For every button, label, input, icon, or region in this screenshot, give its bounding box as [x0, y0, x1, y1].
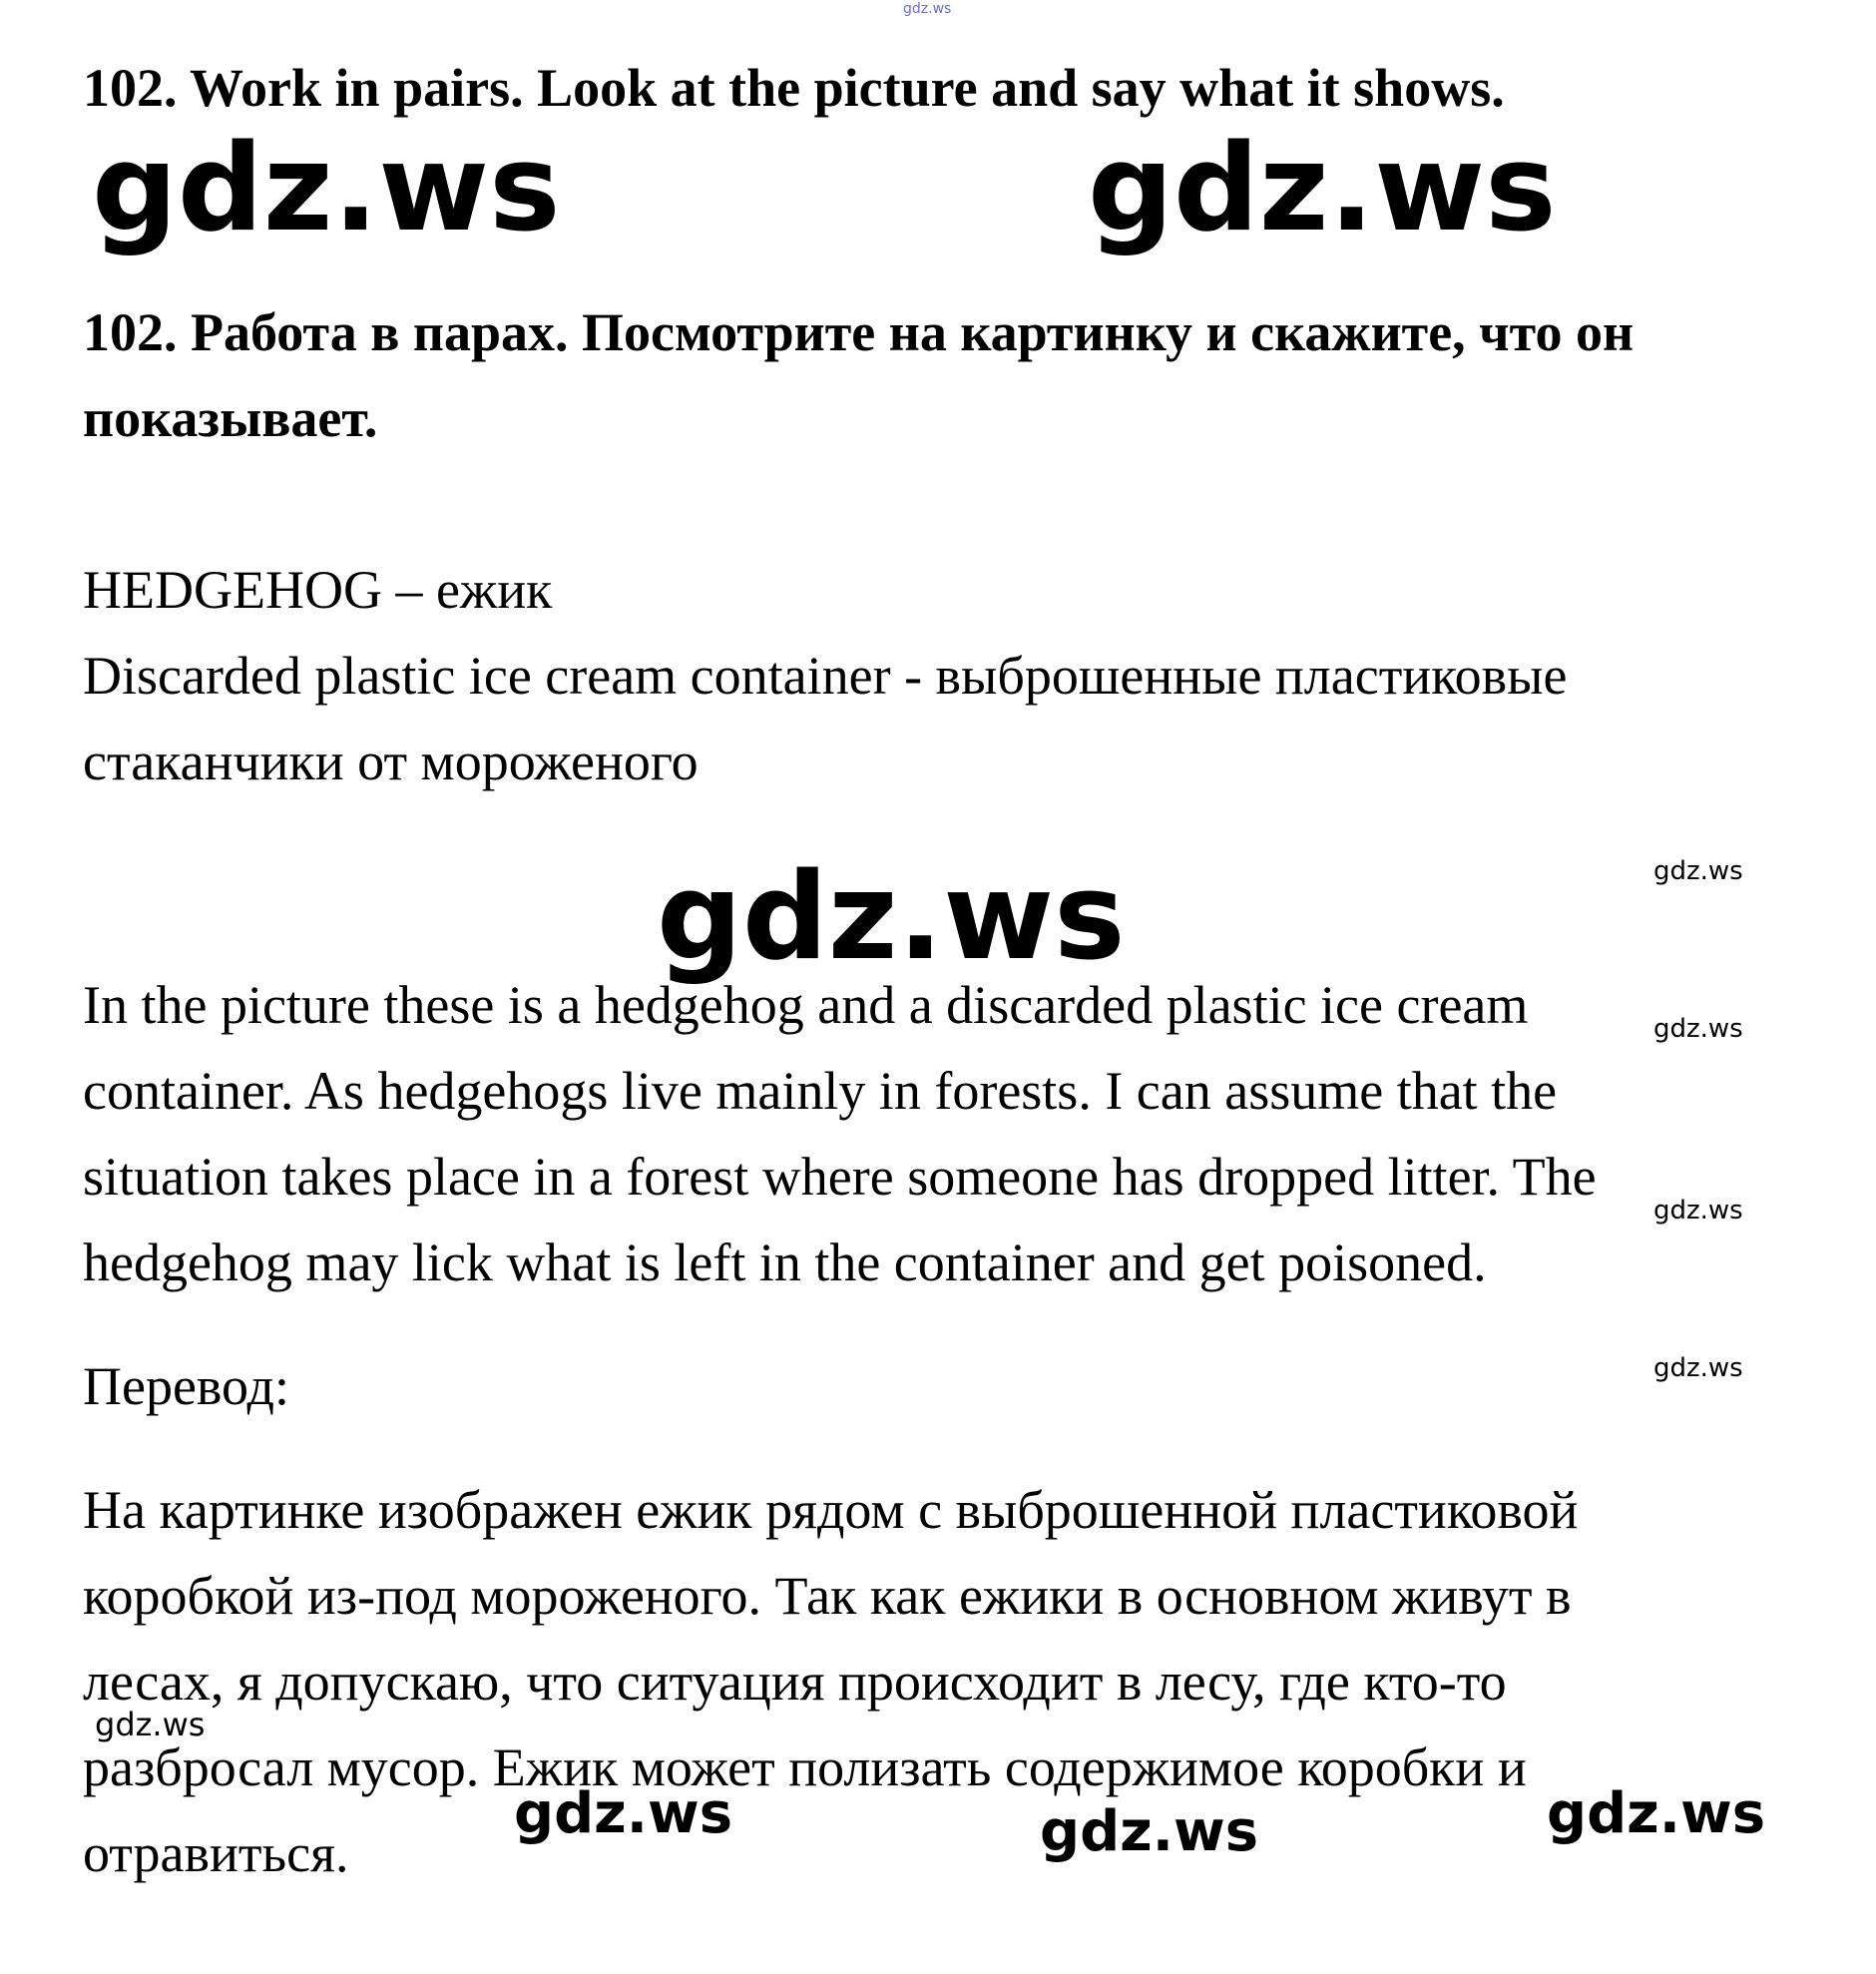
watermark-small: gdz.ws [1653, 856, 1743, 886]
task-title-english: 102. Work in pairs. Look at the picture and say what it shows. [83, 58, 1505, 118]
task-title-russian-line1: 102. Работа в парах. Посмотрите на картинку и скажите, что он [83, 302, 1635, 362]
answer-russian-line4: разбросал мусор. Ежик может полизать содержимое коробки и [83, 1737, 1527, 1797]
vocab-line2: Discarded plastic ice cream container - выброшенные пластиковые [83, 646, 1568, 706]
watermark-large: gdz.ws [92, 120, 561, 258]
answer-english-line2: container. As hedgehogs live mainly in forests. I can assume that the [83, 1061, 1558, 1121]
answer-english-line1: In the picture these is a hedgehog and a discarded plastic ice cream [83, 975, 1529, 1035]
answer-russian-line3: лесах, я допускаю, что ситуация происходит в лесу, где кто-то [83, 1652, 1507, 1712]
answer-russian-line1: На картинке изображен ежик рядом с выброшенной пластиковой [83, 1480, 1579, 1540]
answer-russian-line5: отравиться. [83, 1823, 349, 1883]
answer-english-line3: situation takes place in a forest where someone has dropped litter. The [83, 1147, 1597, 1207]
watermark-medium: gdz.ws [1040, 1799, 1259, 1864]
watermark-medium: gdz.ws [514, 1781, 733, 1846]
vocab-line3: стаканчики от мороженого [83, 732, 699, 791]
task-title-russian-line2: показывает. [83, 388, 378, 448]
vocab-line1: HEDGEHOG – ежик [83, 560, 553, 620]
answer-english-line4: hedgehog may lick what is left in the container and get poisoned. [83, 1233, 1487, 1292]
translation-heading: Перевод: [83, 1356, 289, 1416]
watermark-large: gdz.ws [1088, 120, 1557, 258]
watermark-top-tiny: gdz.ws [903, 1, 952, 17]
watermark-small: gdz.ws [1653, 1353, 1743, 1383]
watermark-large: gdz.ws [657, 848, 1126, 987]
watermark-medium: gdz.ws [1547, 1781, 1766, 1846]
watermark-small: gdz.ws [1653, 1014, 1743, 1044]
watermark-small: gdz.ws [1653, 1196, 1743, 1226]
answer-russian-line2: коробкой из-под мороженого. Так как ежики в основном живут в [83, 1566, 1572, 1626]
watermark-small: gdz.ws [95, 1706, 206, 1743]
